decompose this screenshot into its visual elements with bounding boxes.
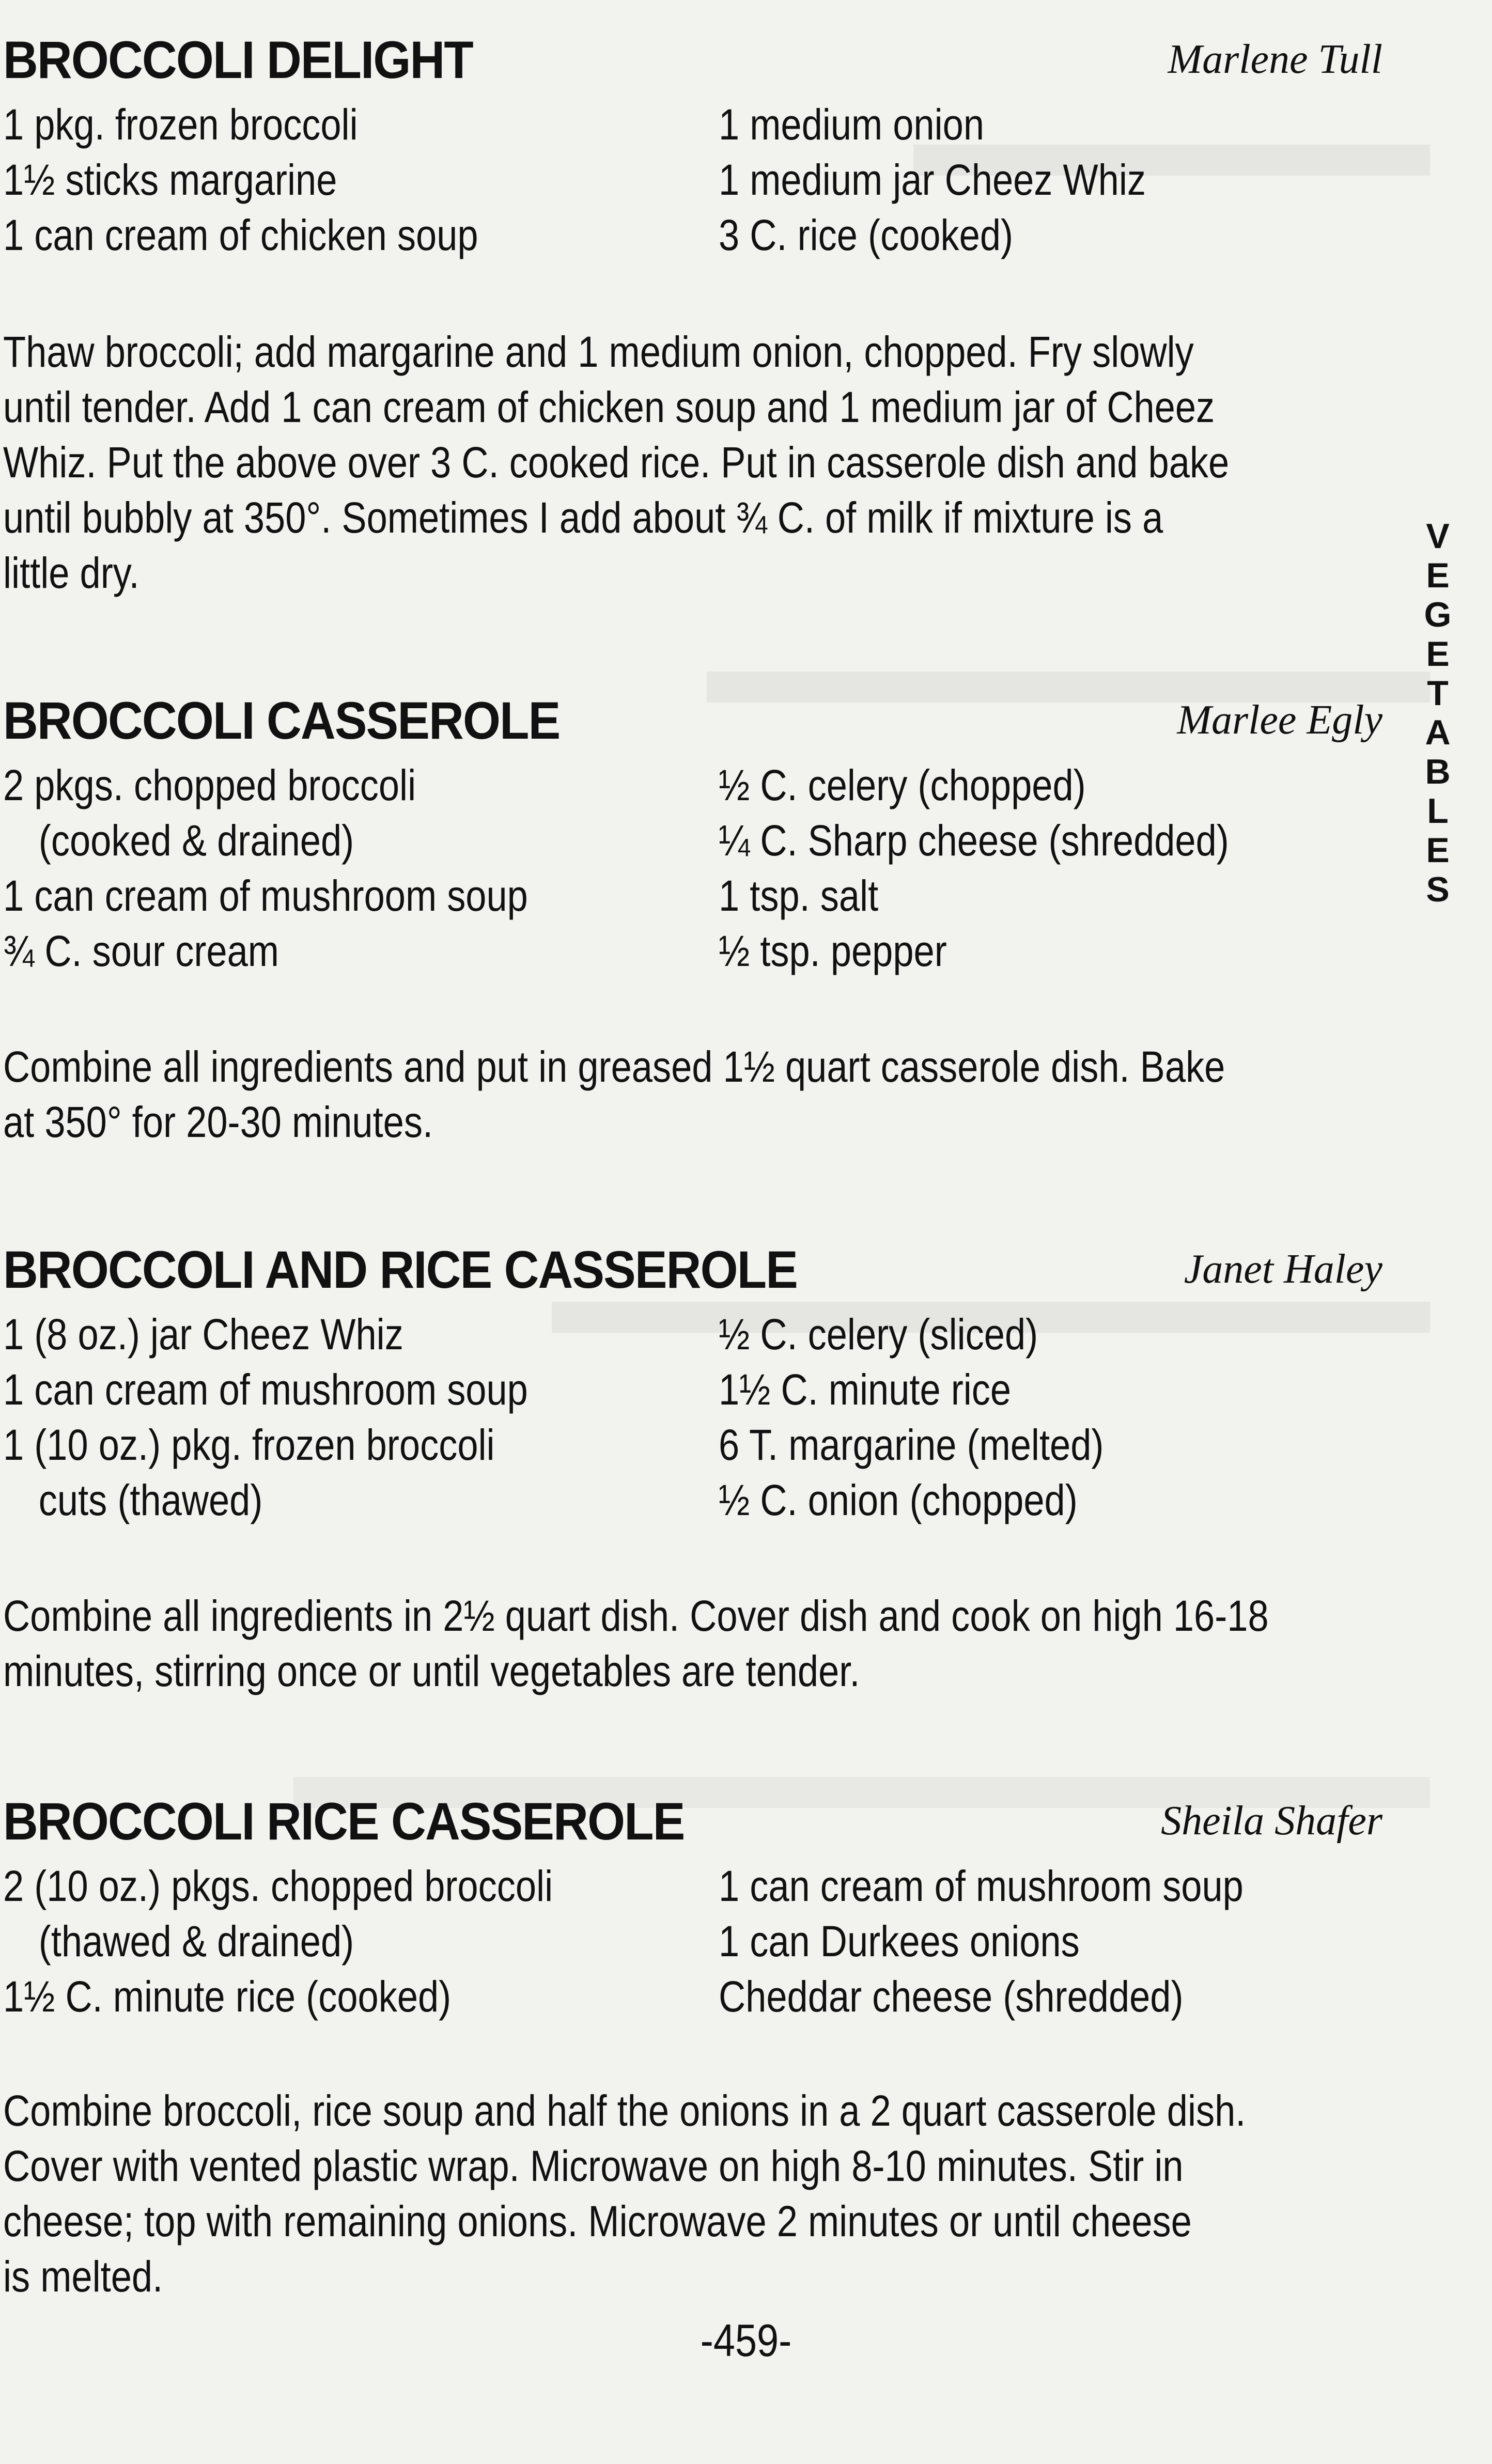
ingredient: (cooked & drained)	[38, 816, 354, 865]
ingredients-right-column	[719, 758, 1229, 979]
recipe-title: BROCCOLI CASSEROLE	[3, 691, 560, 750]
recipe-instructions	[3, 2083, 1376, 2304]
ingredient: ¾ C. sour cream	[3, 927, 279, 975]
side-tab-letter: A	[1425, 713, 1451, 752]
instruction-line: Combine broccoli, rice soup and half the onions in a 2 quart casserole dish.	[3, 2086, 1246, 2135]
ingredient: 1 tsp. salt	[719, 871, 879, 920]
instruction-line: Cover with vented plastic wrap. Microwave on high 8-10 minutes. Stir in	[3, 2142, 1184, 2190]
ingredient: ¼ C. Sharp cheese (shredded)	[719, 816, 1229, 865]
ingredients-right-column	[719, 1307, 1104, 1528]
ingredient: ½ C. celery (sliced)	[719, 1310, 1038, 1359]
recipe-instructions	[3, 1039, 1376, 1150]
recipe-instructions	[3, 1588, 1376, 1699]
side-tab-letter: E	[1426, 556, 1450, 595]
side-tab-letter: E	[1426, 831, 1450, 870]
ingredient: 1 medium jar Cheez Whiz	[719, 155, 1146, 204]
section-tab-vegetables	[1415, 517, 1461, 909]
recipe-title: BROCCOLI DELIGHT	[3, 30, 473, 89]
ingredient: 1 can cream of mushroom soup	[3, 1365, 528, 1414]
recipe-title: BROCCOLI AND RICE CASSEROLE	[3, 1240, 797, 1299]
instruction-line: Combine all ingredients and put in greased 1½ quart casserole dish. Bake	[3, 1042, 1225, 1091]
ingredient: 2 (10 oz.) pkgs. chopped broccoli	[3, 1862, 553, 1910]
ingredient: cuts (thawed)	[38, 1476, 263, 1524]
ingredient: 1 medium onion	[719, 100, 985, 149]
instruction-line: Whiz. Put the above over 3 C. cooked rice. Put in casserole dish and bake	[3, 438, 1230, 487]
ingredient: 1 can cream of mushroom soup	[719, 1862, 1244, 1910]
side-tab-letter: S	[1426, 870, 1450, 909]
recipe-header	[3, 30, 1382, 97]
recipe-author: Sheila Shafer	[1161, 1798, 1382, 1844]
instruction-line: at 350° for 20-30 minutes.	[3, 1098, 433, 1146]
side-tab-letter: B	[1425, 752, 1451, 791]
page-number: -459-	[700, 2315, 792, 2366]
recipe-broccoli-rice-casserole	[3, 1791, 1382, 2301]
ingredient: 3 C. rice (cooked)	[719, 211, 1014, 259]
instruction-line: minutes, stirring once or until vegetables are tender.	[3, 1647, 860, 1695]
ingredients-right-column	[719, 1859, 1244, 2024]
side-tab-letter: T	[1427, 674, 1449, 713]
instruction-line: cheese; top with remaining onions. Microwave 2 minutes or until cheese	[3, 2197, 1192, 2245]
recipe-author: Marlene Tull	[1168, 37, 1382, 82]
ingredient: 1 pkg. frozen broccoli	[3, 100, 358, 149]
ingredient: 1½ C. minute rice	[719, 1365, 1012, 1414]
ingredients-right-column	[719, 97, 1146, 263]
recipe-header	[3, 691, 1382, 758]
recipe-author: Janet Haley	[1184, 1246, 1382, 1292]
ingredients-left-column	[3, 97, 478, 263]
instruction-line: Thaw broccoli; add margarine and 1 medium onion, chopped. Fry slowly	[3, 328, 1194, 376]
recipe-broccoli-and-rice-casserole	[3, 1240, 1382, 1695]
ingredient: 1½ sticks margarine	[3, 155, 337, 204]
recipe-header	[3, 1240, 1382, 1307]
ingredient: 6 T. margarine (melted)	[719, 1421, 1104, 1469]
recipe-broccoli-delight	[3, 30, 1382, 597]
ingredient: Cheddar cheese (shredded)	[719, 1972, 1184, 2021]
side-tab-letter: L	[1427, 791, 1449, 831]
ingredient: ½ C. celery (chopped)	[719, 761, 1086, 809]
ingredient: 2 pkgs. chopped broccoli	[3, 761, 416, 809]
ingredient: 1 can cream of chicken soup	[3, 211, 478, 259]
instruction-line: Combine all ingredients in 2½ quart dish. Cover dish and cook on high 16-18	[3, 1592, 1269, 1640]
ingredients-left-column	[3, 1859, 553, 2024]
side-tab-letter: G	[1424, 595, 1452, 634]
recipe-author: Marlee Egly	[1177, 697, 1382, 743]
instruction-line: until bubbly at 350°. Sometimes I add about ¾ C. of milk if mixture is a	[3, 493, 1163, 542]
instruction-line: until tender. Add 1 can cream of chicken soup and 1 medium jar of Cheez	[3, 383, 1215, 431]
recipe-header	[3, 1791, 1382, 1859]
ingredient: (thawed & drained)	[38, 1917, 354, 1966]
ingredient: 1 can cream of mushroom soup	[3, 871, 528, 920]
recipe-title: BROCCOLI RICE CASSEROLE	[3, 1792, 685, 1851]
ingredient: 1 (10 oz.) pkg. frozen broccoli	[3, 1421, 495, 1469]
side-tab-letter: E	[1426, 634, 1450, 674]
recipe-instructions	[3, 324, 1376, 601]
side-tab-letter: V	[1426, 517, 1450, 556]
ingredient: ½ tsp. pepper	[719, 927, 947, 975]
instruction-line: little dry.	[3, 549, 139, 597]
ingredients-left-column	[3, 1307, 528, 1528]
ingredient: 1½ C. minute rice (cooked)	[3, 1972, 452, 2021]
instruction-line: is melted.	[3, 2252, 163, 2301]
ingredient: ½ C. onion (chopped)	[719, 1476, 1078, 1524]
ingredients-left-column	[3, 758, 528, 979]
recipe-broccoli-casserole	[3, 691, 1382, 1146]
ingredient: 1 can Durkees onions	[719, 1917, 1080, 1966]
ingredient: 1 (8 oz.) jar Cheez Whiz	[3, 1310, 403, 1359]
